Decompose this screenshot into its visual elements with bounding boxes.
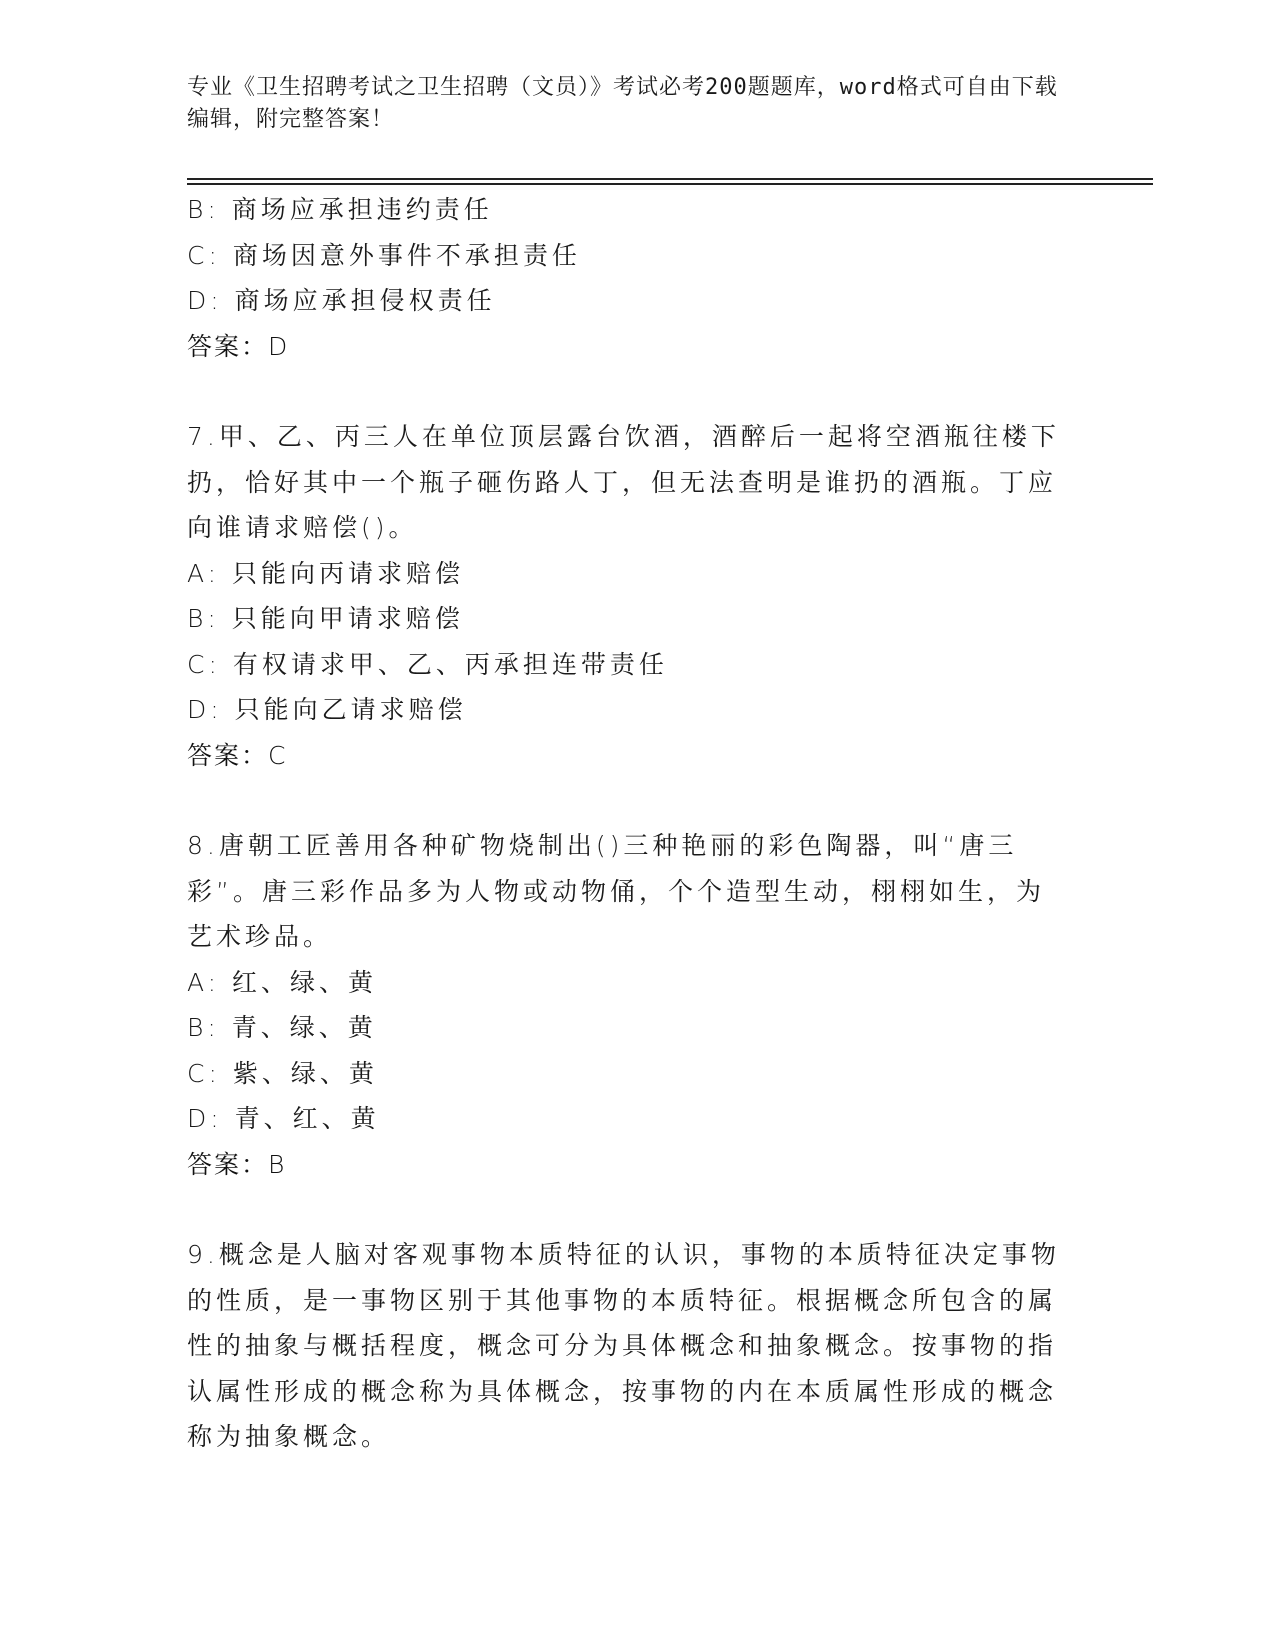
- question-6-block: [187, 187, 1067, 369]
- spacer: [187, 778, 1067, 823]
- document-header: 专业《卫生招聘考试之卫生招聘（文员）》考试必考200题题库，word格式可自由下载编辑，附完整答案！: [187, 75, 1058, 132]
- spacer: [187, 1187, 1067, 1232]
- option-c: C: 紫、绿、黄: [187, 1058, 378, 1088]
- document-body: [187, 187, 1067, 1460]
- answer: 答案：B: [187, 1149, 287, 1179]
- option-b: B: 商场应承担违约责任: [187, 195, 493, 224]
- answer: 答案：C: [187, 740, 288, 770]
- spacer: [187, 369, 1067, 414]
- option-c: C: 商场因意外事件不承担责任: [187, 240, 581, 270]
- question-text: 7.甲、乙、丙三人在单位顶层露台饮酒，酒醉后一起将空酒瓶往楼下扔，恰好其中一个瓶子砸伤路人丁，但无法查明是谁扔的酒瓶。丁应向谁请求赔偿()。: [187, 422, 1060, 542]
- question-8-block: [187, 823, 1067, 1187]
- header-rule-top: [187, 178, 1153, 180]
- header-rule-bottom: [187, 183, 1153, 185]
- option-b: B: 青、绿、黄: [187, 1013, 377, 1042]
- option-d: D: 商场应承担侵权责任: [187, 286, 496, 315]
- question-text: 8.唐朝工匠善用各种矿物烧制出()三种艳丽的彩色陶器，叫“唐三彩”。唐三彩作品多为人物或动物俑，个个造型生动，栩栩如生，为艺术珍品。: [187, 831, 1045, 951]
- question-text: 9.概念是人脑对客观事物本质特征的认识，事物的本质特征决定事物的性质，是一事物区别于其他事物的本质特征。根据概念所包含的属性的抽象与概括程度，概念可分为具体概念和抽象概念。按事物的指认属性形成的概念称为具体概念，按事物的内在本质属性形成的概念称为抽象概念。: [187, 1240, 1060, 1451]
- option-d: D: 只能向乙请求赔偿: [187, 695, 467, 724]
- option-a: A: 只能向丙请求赔偿: [187, 558, 465, 588]
- option-a: A: 红、绿、黄: [187, 967, 378, 997]
- question-9-block: [187, 1232, 1067, 1460]
- answer: 答案：D: [187, 331, 290, 361]
- option-c: C: 有权请求甲、乙、丙承担连带责任: [187, 649, 668, 679]
- question-7-block: [187, 414, 1067, 778]
- option-d: D: 青、红、黄: [187, 1104, 380, 1133]
- option-b: B: 只能向甲请求赔偿: [187, 604, 464, 633]
